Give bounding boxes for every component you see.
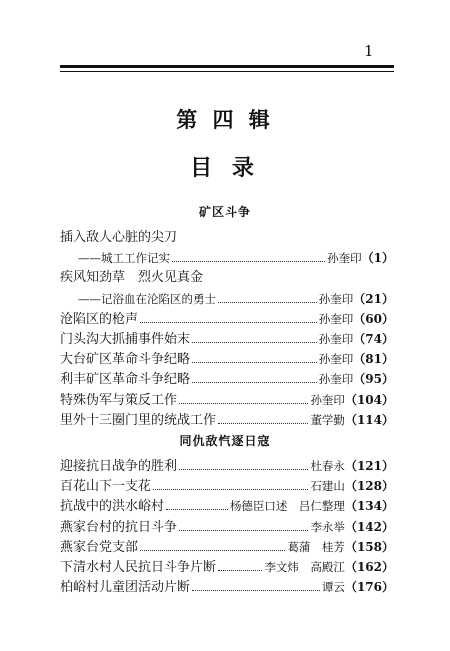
toc-page-number: （1）: [361, 251, 394, 266]
toc-subtitle: ——记浴血在沦陷区的勇士: [78, 291, 216, 306]
toc-author: 董学勤: [310, 412, 345, 427]
dot-leader: [140, 550, 285, 551]
toc-title: 沧陷区的枪声: [60, 311, 139, 327]
toc-section: [60, 456, 394, 597]
toc-page-number: （60）: [353, 311, 394, 326]
dot-leader: [179, 403, 308, 404]
toc-page-number: （114）: [344, 412, 394, 427]
toc-page-number: （134）: [344, 499, 394, 514]
toc-title: 燕家台党支部: [60, 539, 139, 555]
toc-entry: [60, 268, 394, 288]
toc-entry: [60, 456, 394, 476]
dot-leader: [192, 362, 317, 363]
toc-page-number: （162）: [344, 559, 394, 574]
toc-page-number: （104）: [344, 392, 394, 407]
dot-leader: [218, 423, 308, 424]
toc-entry: [60, 410, 394, 430]
toc-entry: [60, 309, 394, 329]
toc-title: 百花山下一支花: [60, 479, 152, 495]
dot-leader: [172, 261, 325, 262]
toc-page-number: （176）: [344, 580, 394, 595]
dot-leader: [218, 570, 262, 571]
dot-leader: [192, 342, 317, 343]
toc-entry: [60, 228, 394, 248]
toc-entry: [60, 496, 394, 516]
dot-leader: [179, 530, 308, 531]
toc-title: 门头沟大抓捕事件始末: [60, 331, 191, 347]
toc-author: 孙奎印: [318, 311, 354, 326]
toc-author: 孙奎印: [318, 372, 354, 387]
dot-leader: [192, 590, 320, 591]
section-title: 同仇敌忾逐日寇: [179, 434, 271, 448]
toc-entry: [60, 517, 394, 537]
toc-title: 利丰矿区革命斗争纪略: [60, 372, 191, 388]
toc-subtitle-line: [60, 248, 394, 268]
dot-leader: [166, 509, 228, 510]
part-title: 第 四 辑: [176, 107, 274, 132]
toc-title: 里外十三圈门里的统战工作: [60, 412, 217, 428]
toc-page-number: （21）: [353, 291, 394, 306]
toc-title: 迎接抗日战争的胜利: [60, 459, 178, 474]
toc-entry: [60, 476, 394, 496]
toc-title: 抗战中的洪水峪村: [60, 499, 165, 515]
toc-title: 大台矿区革命斗争纪略: [60, 352, 191, 368]
toc-page-number: （95）: [353, 372, 394, 387]
toc-title: 特殊伪军与策反工作: [60, 392, 178, 408]
toc-author: 孙奎印: [318, 291, 354, 306]
dot-leader: [192, 382, 317, 383]
toc-title: 疾风知劲草 烈火见真金: [60, 270, 204, 286]
toc-title: 插入敌人心脏的尖刀: [60, 230, 178, 245]
toc-page-number: （81）: [353, 352, 394, 367]
dot-leader: [179, 469, 308, 470]
toc-title: 燕家台村的抗日斗争: [60, 519, 178, 535]
toc-author: 石建山: [310, 479, 345, 494]
toc-author: 孙奎印: [310, 392, 345, 407]
toc-author: 孙奎印: [327, 251, 362, 266]
contents-title: 目 录: [190, 155, 260, 181]
section-title: 矿区斗争: [198, 205, 251, 219]
toc-author: 谭云: [321, 580, 345, 595]
toc-author: 杨德臣口述 吕仁整理: [229, 499, 345, 514]
toc-page-number: （128）: [344, 479, 394, 494]
toc-title: 下清水村人民抗日斗争片断: [60, 559, 217, 575]
toc-page-number: （74）: [353, 331, 394, 346]
header-rule-thick: [60, 65, 394, 68]
toc-section: [60, 228, 394, 430]
toc-title: 柏峪村儿童团活动片断: [60, 580, 191, 596]
toc-entry: [60, 369, 394, 389]
toc-entry: [60, 390, 394, 410]
toc-author: 孙奎印: [318, 352, 354, 367]
toc-entry: [60, 329, 394, 349]
dot-leader: [218, 302, 317, 303]
header-rule-thin: [60, 71, 394, 72]
toc-page-number: （121）: [344, 459, 394, 473]
toc-page-number: （142）: [344, 519, 394, 534]
toc-entry: [60, 577, 394, 597]
toc-page-number: （158）: [344, 539, 394, 554]
toc-author: 杜春永: [310, 459, 345, 473]
dot-leader: [140, 322, 317, 323]
toc-entry: [60, 537, 394, 557]
page-number: 1: [364, 42, 374, 60]
toc-entry: [60, 349, 394, 369]
toc-author: 李永举: [310, 519, 345, 534]
toc-author: 李文炜 高殿江: [264, 559, 345, 574]
toc-entry: [60, 557, 394, 577]
toc-author: 孙奎印: [318, 331, 354, 346]
toc-subtitle: ——城工工作记实: [78, 251, 170, 266]
toc-subtitle-line: [60, 289, 394, 309]
dot-leader: [153, 489, 308, 490]
toc-author: 葛蒲 桂芳: [287, 539, 345, 554]
